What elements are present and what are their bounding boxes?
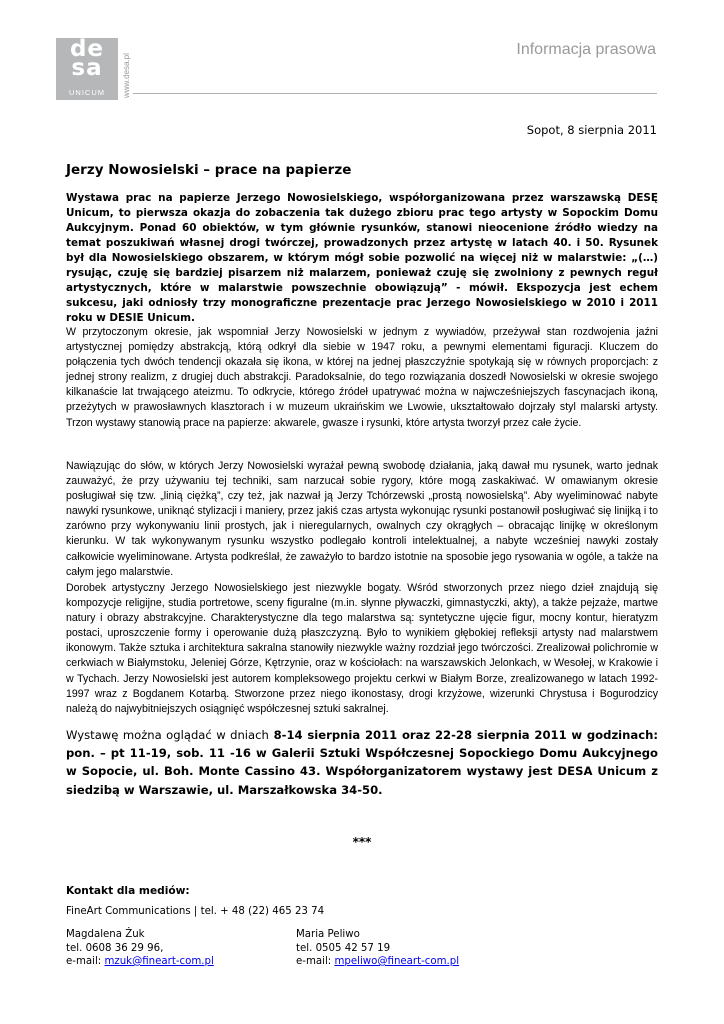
- body-paragraph-1: W przytoczonym okresie, jak wspomniał Jerzy Nowosielski w jednym z wywiadów, przeżywał stan rozdwojenia jaźni artystycznej pomiędzy abstrakcją, którą odkrył dla siebie w 1947 roku, a pewnymi elementami figuracji. Kluczem do połączenia tych dwóch tendencji okazała się ikona, w której na jednej płaszczyźnie spotykają się w równych proporcjach: z jednej strony realizm, z drugiej duch abstrakcji. Paradoksalnie, do tego rozwiązania doszedł Nowosielski w okresie swojego kilkanaście lat trwającego ateizmu. To odkrycie, którego źródeł upatrywać można w najwcześniejszych fascynacjach ikoną, przeżytych w prawosławnych klasztorach i w muzeum ukraińskim we Lwowie, ukształtowało dojrzały styl malarski artysty. Trzon wystawy stanowią prace na papierze: akwarele, gwasze i rysunki, które artysta tworzył przez całe życie.: [66, 326, 658, 429]
- website-vertical-text: www.desa.pl: [122, 53, 131, 98]
- desa-unicum-logo: [56, 38, 118, 100]
- contact-person-zuk: [66, 928, 214, 969]
- header-divider: [133, 93, 657, 94]
- release-date: Sopot, 8 sierpnia 2011: [526, 123, 657, 137]
- email-link-peliwo[interactable]: mpeliwo@fineart-com.pl: [334, 956, 460, 967]
- contact-name: Magdalena Żuk: [66, 929, 145, 940]
- contact-email-line: e-mail: mzuk@fineart-com.pl: [66, 956, 214, 967]
- document-type-label: Informacja prasowa: [516, 41, 656, 58]
- body-paragraph-2: Nawiązując do słów, w których Jerzy Nowosielski wyrażał pewną swobodę działania, jaką dawał mu rysunek, warto jednak zauważyć, że przy używaniu tej techniki, sam narzucał sobie rygory, które mogą zaskakiwać. W omawianym okresie posługiwał się tzw. „linią ciężką”, czy też, jak nazwał ją Jerzy Tchórzewski „prostą nowosielską”. Aby wyeliminować nabyte nawyki rysunkowe, uniknąć stylizacji i maniery, przez jakiś czas artysta wykonując rysunki postanowił posługiwać się linijką i to zarówno przy wykonywaniu linii prostych, jak i nieregularnych, owalnych czy okrągłych – obracając linijkę w określonym kierunku. W tak wykonywanym rysunku wszystko podlegało kontroli intelektualnej, a nabyte wcześniej nawyki zostały całkowicie wyeliminowane. Artysta podkreślał, że zaważyło to bardzo istotnie na sposobie jego rysowania w ogóle, a także na całym jego malarstwie.: [66, 460, 658, 578]
- agency-contact: FineArt Communications | tel. + 48 (22) 465 23 74: [66, 906, 325, 917]
- contact-name: Maria Peliwo: [296, 929, 360, 940]
- contact-phone: tel. 0608 36 29 96,: [66, 942, 164, 954]
- logo-subtitle: UNICUM: [69, 88, 105, 97]
- release-title: Jerzy Nowosielski – prace na papierze: [66, 162, 352, 178]
- lead-paragraph: Wystawa prac na papierze Jerzego Nowosielskiego, współorganizowana przez warszawską DESĘ Unicum, to pierwsza okazja do zobaczenia tak dużego zbioru prac tego artysty w Sopockim Domu Aukcyjnym. Ponad 60 obiektów, w tym głównie rysunków, stanowi nieocenione źródło wiedzy na temat poszukiwań własnej drogi twórczej, prowadzonych przez artystę w latach 40. i 50. Rysunek był dla Nowosielskiego obszarem, w którym mógł sobie pozwolić na więcej niż w malarstwie: „(…) rysując, czuję się bardziej pisarzem niż malarzem, ponieważ czuję się zwolniony z pewnych reguł artystycznych, które w malarstwie powszechnie obowiązują” - mówił. Ekspozycja jest echem sukcesu, jaki odniosły trzy monograficzne prezentacje prac Jerzego Nowosielskiego w 2010 i 2011 roku w DESIE Unicum.: [66, 192, 658, 324]
- exhibition-intro: Wystawę można oglądać w dniach: [66, 728, 269, 742]
- contact-email-line: e-mail: mpeliwo@fineart-com.pl: [296, 956, 460, 967]
- email-link-zuk[interactable]: mzuk@fineart-com.pl: [104, 956, 214, 967]
- exhibition-details: 8-14 sierpnia 2011 oraz 22-28 sierpnia 2011 w godzinach: pon. – pt 11-19, sob. 11 -16 w Galerii Sztuki Współczesnej Sopockiego Domu Aukcyjnego w Sopocie, ul. Boh. Monte Cassino 43. Współorganizatorem wystawy jest DESA Unicum z siedzibą w Warszawie, ul. Marszałkowska 34-50.: [66, 728, 659, 797]
- body-paragraph-3: Dorobek artystyczny Jerzego Nowosielskiego jest niezwykle bogaty. Wśród stworzonych przez niego dzieł znajdują się kompozycje religijne, studia portretowe, sceny figuralne (m.in. słynne pływaczki, gimnastyczki, akty), a także pejzaże, martwe natury i obrazy abstrakcyjne. Charakterystyczne dla tego malarstwa są: syntetyczne ujęcie figur, mocny kontur, hieratyzm postaci, uproszczenie formy i operowanie dużą płaszczyzną. Było to wynikiem głębokiej refleksji artysty nad malarstwem ikonowym. Także sztuka i architektura sakralna stanowiły niezwykle ważny rozdział jego twórczości. Zrealizował polichromie w cerkwiach w Białymstoku, Jeleniej Górze, Kętrzynie, oraz w kościołach: na warszawskich Jelonkach, w Wesołej, w Krakowie i w Tychach. Jerzy Nowosielski jest autorem kompleksowego projektu cerkwi w Białym Borze, zrealizowanego w latach 1992-1997 wraz z Bogdanem Kotarbą. Stworzone przez niego ikonostasy, drogi krzyżowe, wizerunki Chrystusa i Bogurodzicy należą do najwybitniejszych osiągnięć współczesnej sztuki sakralnej.: [66, 582, 658, 715]
- exhibition-info-paragraph: [66, 726, 658, 799]
- section-separator: ***: [352, 835, 372, 849]
- contact-phone: tel. 0505 42 57 19: [296, 942, 391, 954]
- logo-wordmark: de sa: [69, 36, 105, 81]
- contact-person-peliwo: [296, 928, 459, 969]
- media-contact-heading: Kontakt dla mediów:: [66, 885, 190, 897]
